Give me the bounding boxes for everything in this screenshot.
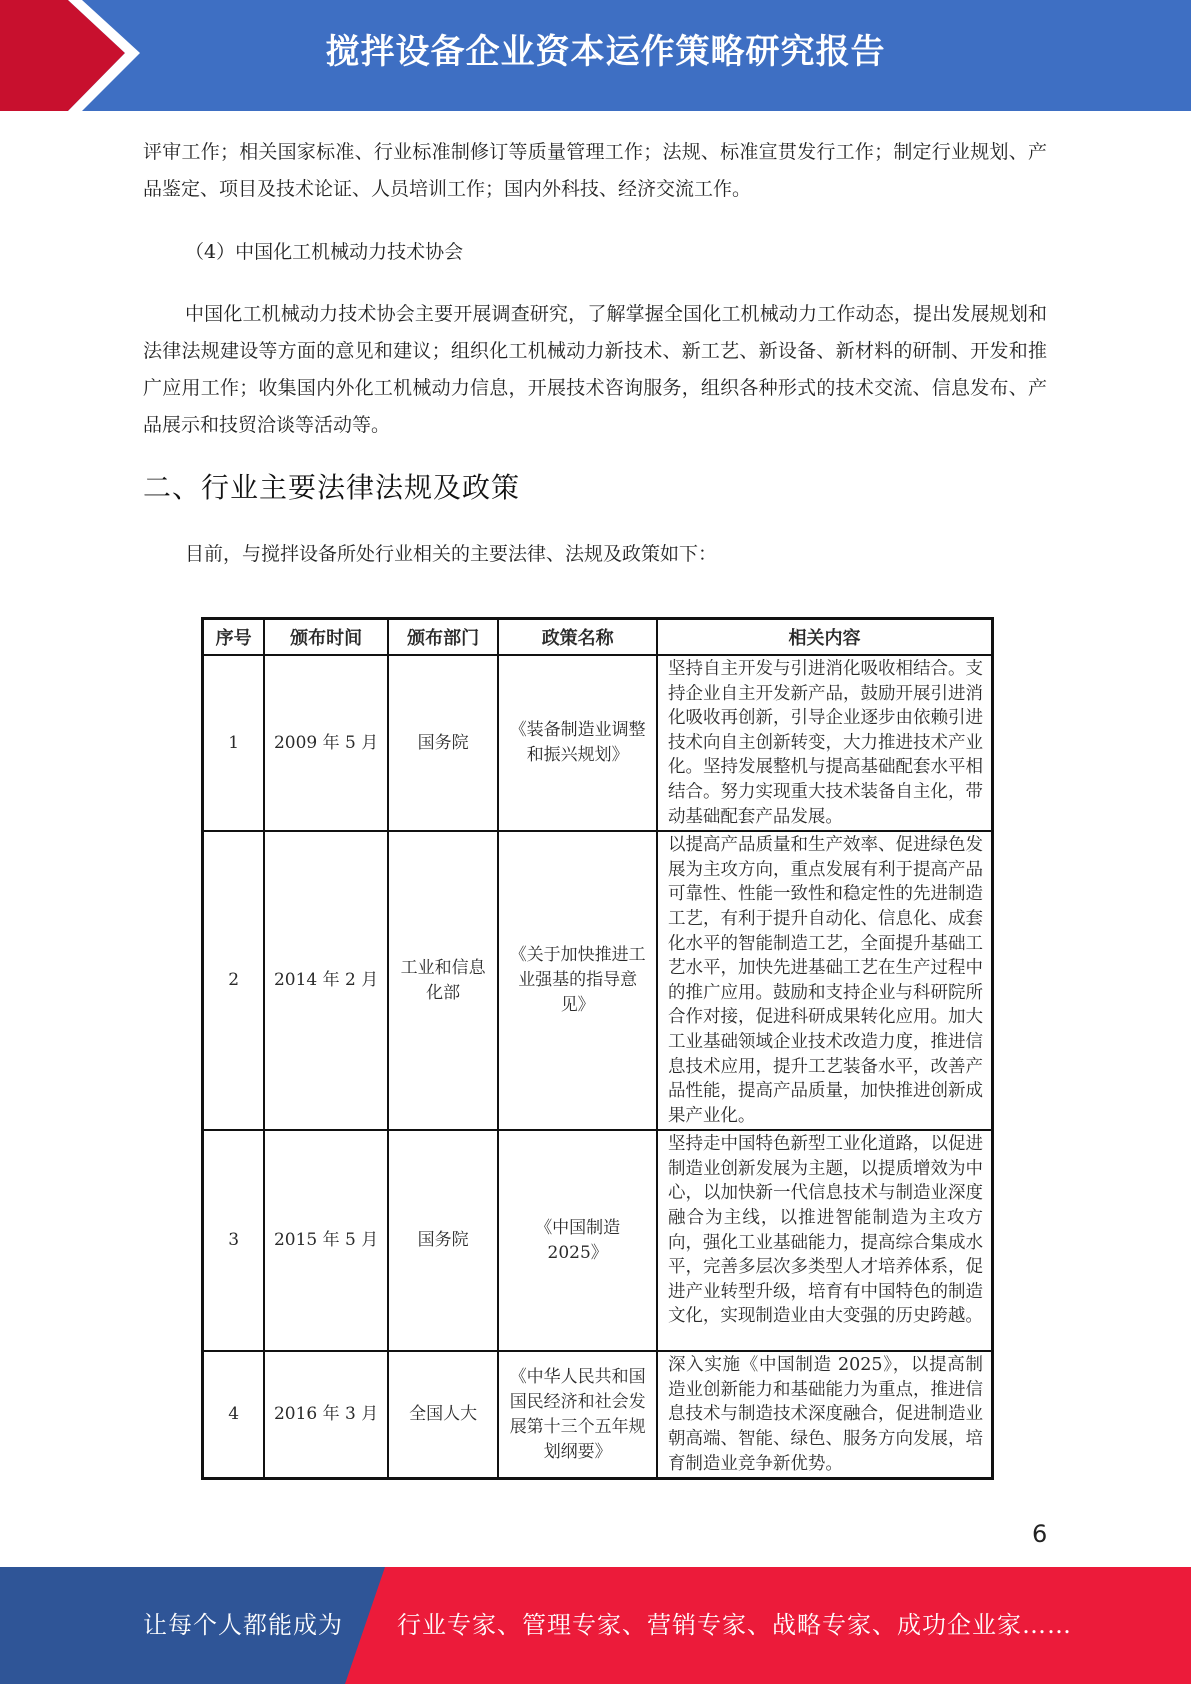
section-heading: 二、行业主要法律法规及政策: [143, 471, 521, 504]
cell-no: 2: [203, 831, 265, 1130]
subheading-association: （4）中国化工机械动力技术协会: [185, 241, 464, 263]
cell-no: 1: [203, 655, 265, 831]
cell-content: 以提高产品质量和生产效率、促进绿色发展为主攻方向，重点发展有利于提高产品可靠性、性能一致性和稳定性的先进制造工艺，有利于提升自动化、信息化、成套化水平的智能制造工艺，全面提升基础工艺水平，加快先进基础工艺在生产过程中的推广应用。鼓励和支持企业与科研院所合作对接，促进科研成果转化应用。加大工业基础领域企业技术改造力度，推进信息技术应用，提升工艺装备水平，改善产品性能，提高产品质量，加快推进创新成果产业化。: [657, 831, 993, 1130]
page-header: [0, 0, 1191, 111]
paragraph-continued: 评审工作；相关国家标准、行业标准制修订等质量管理工作；法规、标准宣贯发行工作；制定行业规划、产品鉴定、项目及技术论证、人员培训工作；国内外科技、经济交流工作。: [143, 141, 1047, 200]
cell-date: 2016 年 3 月: [264, 1351, 388, 1478]
cell-policy-name: 《中国制造 2025》: [498, 1130, 657, 1351]
cell-content: 坚持自主开发与引进消化吸收相结合。支持企业自主开发新产品，鼓励开展引进消化吸收再创新，引导企业逐步由依赖引进技术向自主创新转变，大力推进技术产业化。坚持发展整机与提高基础配套水平相结合。努力实现重大技术装备自主化，带动基础配套产品发展。: [657, 655, 993, 831]
cell-policy-name: 《中华人民共和国国民经济和社会发展第十三个五年规划纲要》: [498, 1351, 657, 1478]
paragraph-association-description: 中国化工机械动力技术协会主要开展调查研究，了解掌握全国化工机械动力工作动态，提出发展规划和法律法规建设等方面的意见和建议；组织化工机械动力新技术、新工艺、新设备、新材料的研制、开发和推广应用工作；收集国内外化工机械动力信息，开展技术咨询服务，组织各种形式的技术交流、信息发布、产品展示和技贸洽谈等活动等。: [143, 303, 1047, 436]
footer-slogan-left: 让每个人都能成为: [143, 1611, 343, 1639]
table-row: [203, 655, 993, 831]
cell-date: 2009 年 5 月: [264, 655, 388, 831]
table-row: [203, 1351, 993, 1478]
header-title: 搅拌设备企业资本运作策略研究报告: [325, 32, 886, 72]
table-header-row: [203, 619, 993, 656]
page-number: 6: [1032, 1520, 1048, 1548]
cell-dept: 国务院: [388, 655, 499, 831]
cell-date: 2014 年 2 月: [264, 831, 388, 1130]
header-cell-content: 相关内容: [657, 619, 993, 656]
header-cell-no: 序号: [203, 619, 265, 656]
cell-content: 坚持走中国特色新型工业化道路，以促进制造业创新发展为主题，以提质增效为中心，以加快新一代信息技术与制造业深度融合为主线，以推进智能制造为主攻方向，强化工业基础能力，提高综合集成水平，完善多层次多类型人才培养体系，促进产业转型升级，培育有中国特色的制造文化，实现制造业由大变强的历史跨越。: [657, 1130, 993, 1351]
table-row: [203, 831, 993, 1130]
cell-date: 2015 年 5 月: [264, 1130, 388, 1351]
cell-dept: 全国人大: [388, 1351, 499, 1478]
paragraph-intro: 目前，与搅拌设备所处行业相关的主要法律、法规及政策如下：: [185, 543, 718, 565]
page-footer: [0, 1567, 1191, 1684]
table-row: [203, 1130, 993, 1351]
cell-dept: 工业和信息化部: [388, 831, 499, 1130]
cell-policy-name: 《关于加快推进工业强基的指导意见》: [498, 831, 657, 1130]
cell-policy-name: 《装备制造业调整和振兴规划》: [498, 655, 657, 831]
cell-no: 4: [203, 1351, 265, 1478]
cell-dept: 国务院: [388, 1130, 499, 1351]
header-cell-date: 颁布时间: [264, 619, 388, 656]
header-cell-name: 政策名称: [498, 619, 657, 656]
header-cell-dept: 颁布部门: [388, 619, 499, 656]
footer-slogan-right: 行业专家、管理专家、营销专家、战略专家、成功企业家……: [397, 1611, 1072, 1639]
cell-content: 深入实施《中国制造 2025》，以提高制造业创新能力和基础能力为重点，推进信息技术与制造技术深度融合，促进制造业朝高端、智能、绿色、服务方向发展，培育制造业竞争新优势。: [657, 1351, 993, 1478]
policy-table: [201, 617, 994, 1480]
cell-no: 3: [203, 1130, 265, 1351]
